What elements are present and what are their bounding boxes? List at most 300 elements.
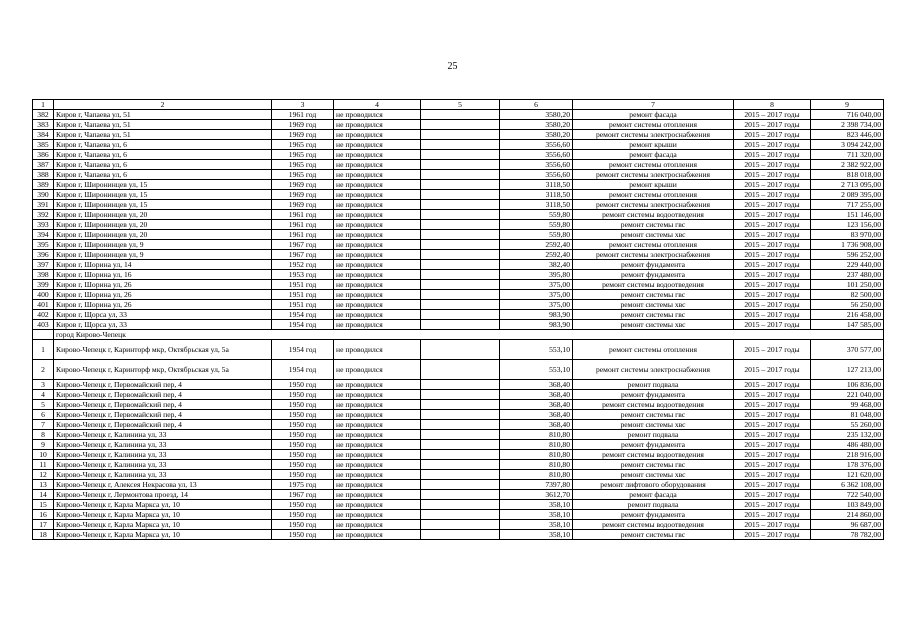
period-cell: 2015 – 2017 годы <box>734 470 811 480</box>
address-cell: Кирово-Чепецк г, Каринторф мкр, Октябрьская ул, 5а <box>54 360 272 380</box>
address-cell: Киров г, Шорина ул, 16 <box>54 270 272 280</box>
area-cell: 375,00 <box>500 290 573 300</box>
table-row <box>33 200 884 210</box>
address-cell: Кирово-Чепецк г, Карла Маркса ул, 10 <box>54 510 272 520</box>
empty-cell <box>421 200 500 210</box>
work-type-cell: ремонт системы хвс <box>573 420 734 430</box>
address-cell: Киров г, Чапаева ул, 51 <box>54 120 272 130</box>
table-row <box>33 110 884 120</box>
year-cell: 1950 год <box>272 410 334 420</box>
row-number: 383 <box>33 120 54 130</box>
status-cell: не проводился <box>334 240 421 250</box>
cost-cell: 2 382 922,00 <box>811 160 884 170</box>
area-cell: 553,10 <box>500 340 573 360</box>
empty-cell <box>421 210 500 220</box>
column-header: 9 <box>811 100 884 110</box>
table-header-row <box>33 100 884 110</box>
cost-cell: 2 089 395,00 <box>811 190 884 200</box>
year-cell: 1975 год <box>272 480 334 490</box>
address-cell: Кирово-Чепецк г, Первомайский пер, 4 <box>54 410 272 420</box>
row-number: 394 <box>33 230 54 240</box>
work-type-cell: ремонт системы водоотведения <box>573 450 734 460</box>
cost-cell: 218 916,00 <box>811 450 884 460</box>
status-cell: не проводился <box>334 380 421 390</box>
row-number: 10 <box>33 450 54 460</box>
empty-cell <box>421 240 500 250</box>
empty-cell <box>421 380 500 390</box>
table-row <box>33 230 884 240</box>
cost-cell: 717 255,00 <box>811 200 884 210</box>
status-cell: не проводился <box>334 320 421 330</box>
year-cell: 1950 год <box>272 450 334 460</box>
period-cell: 2015 – 2017 годы <box>734 160 811 170</box>
work-type-cell: ремонт фундамента <box>573 510 734 520</box>
empty-cell <box>421 180 500 190</box>
status-cell: не проводился <box>334 520 421 530</box>
row-number: 9 <box>33 440 54 450</box>
area-cell: 368,40 <box>500 380 573 390</box>
row-number: 6 <box>33 410 54 420</box>
address-cell: Кирово-Чепецк г, Карла Маркса ул, 10 <box>54 530 272 540</box>
cost-cell: 101 250,00 <box>811 280 884 290</box>
row-number: 389 <box>33 180 54 190</box>
cost-cell: 178 376,00 <box>811 460 884 470</box>
cost-cell: 56 250,00 <box>811 300 884 310</box>
row-number: 387 <box>33 160 54 170</box>
column-header: 4 <box>334 100 421 110</box>
status-cell: не проводился <box>334 170 421 180</box>
work-type-cell: ремонт фундамента <box>573 440 734 450</box>
work-type-cell: ремонт системы электроснабжения <box>573 130 734 140</box>
row-number: 12 <box>33 470 54 480</box>
row-number: 2 <box>33 360 54 380</box>
work-type-cell: ремонт лифтового оборудования <box>573 480 734 490</box>
period-cell: 2015 – 2017 годы <box>734 520 811 530</box>
cost-cell: 96 687,00 <box>811 520 884 530</box>
table-row <box>33 140 884 150</box>
cost-cell: 214 860,00 <box>811 510 884 520</box>
status-cell: не проводился <box>334 500 421 510</box>
area-cell: 358,10 <box>500 530 573 540</box>
work-type-cell: ремонт подвала <box>573 500 734 510</box>
year-cell: 1961 год <box>272 110 334 120</box>
period-cell: 2015 – 2017 годы <box>734 450 811 460</box>
area-cell: 3118,50 <box>500 190 573 200</box>
period-cell: 2015 – 2017 годы <box>734 130 811 140</box>
status-cell: не проводился <box>334 120 421 130</box>
row-number: 8 <box>33 430 54 440</box>
period-cell: 2015 – 2017 годы <box>734 110 811 120</box>
work-type-cell: ремонт системы отопления <box>573 240 734 250</box>
empty-cell <box>421 260 500 270</box>
row-number: 400 <box>33 290 54 300</box>
cost-cell: 2 713 095,00 <box>811 180 884 190</box>
year-cell: 1950 год <box>272 470 334 480</box>
period-cell: 2015 – 2017 годы <box>734 420 811 430</box>
table-row <box>33 500 884 510</box>
cost-cell: 147 585,00 <box>811 320 884 330</box>
table-row <box>33 180 884 190</box>
empty-cell <box>421 500 500 510</box>
area-cell: 3556,60 <box>500 160 573 170</box>
address-cell: Кирово-Чепецк г, Первомайский пер, 4 <box>54 420 272 430</box>
address-cell: Киров г, Широнинцев ул, 9 <box>54 250 272 260</box>
table-row <box>33 310 884 320</box>
work-type-cell: ремонт системы электроснабжения <box>573 360 734 380</box>
work-type-cell: ремонт системы отопления <box>573 120 734 130</box>
area-cell: 810,80 <box>500 470 573 480</box>
year-cell: 1954 год <box>272 360 334 380</box>
empty-cell <box>421 430 500 440</box>
period-cell: 2015 – 2017 годы <box>734 210 811 220</box>
cost-cell: 2 398 734,00 <box>811 120 884 130</box>
row-number: 16 <box>33 510 54 520</box>
address-cell: Киров г, Чапаева ул, 51 <box>54 110 272 120</box>
status-cell: не проводился <box>334 180 421 190</box>
year-cell: 1969 год <box>272 190 334 200</box>
table-row <box>33 380 884 390</box>
empty-cell <box>421 120 500 130</box>
area-cell: 3118,50 <box>500 200 573 210</box>
period-cell: 2015 – 2017 годы <box>734 320 811 330</box>
table-row <box>33 320 884 330</box>
period-cell: 2015 – 2017 годы <box>734 460 811 470</box>
address-cell: Киров г, Шорина ул, 26 <box>54 280 272 290</box>
status-cell: не проводился <box>334 340 421 360</box>
area-cell: 368,40 <box>500 390 573 400</box>
table-row <box>33 460 884 470</box>
empty-cell <box>421 410 500 420</box>
table-row <box>33 210 884 220</box>
empty-cell <box>421 110 500 120</box>
area-cell: 3556,60 <box>500 140 573 150</box>
area-cell: 3580,20 <box>500 110 573 120</box>
address-cell: Киров г, Чапаева ул, 51 <box>54 130 272 140</box>
area-cell: 368,40 <box>500 410 573 420</box>
work-type-cell: ремонт системы водоотведения <box>573 280 734 290</box>
area-cell: 559,80 <box>500 230 573 240</box>
column-header: 3 <box>272 100 334 110</box>
empty-cell <box>421 490 500 500</box>
area-cell: 3580,20 <box>500 130 573 140</box>
area-cell: 559,80 <box>500 220 573 230</box>
area-cell: 3118,50 <box>500 180 573 190</box>
work-type-cell: ремонт подвала <box>573 430 734 440</box>
year-cell: 1965 год <box>272 170 334 180</box>
row-number: 403 <box>33 320 54 330</box>
address-cell: Киров г, Широнинцев ул, 9 <box>54 240 272 250</box>
table-row <box>33 280 884 290</box>
address-cell: Киров г, Чапаева ул, 6 <box>54 160 272 170</box>
work-type-cell: ремонт фасада <box>573 490 734 500</box>
work-type-cell: ремонт фундамента <box>573 390 734 400</box>
year-cell: 1950 год <box>272 520 334 530</box>
period-cell: 2015 – 2017 годы <box>734 510 811 520</box>
empty-cell <box>421 340 500 360</box>
table-row <box>33 520 884 530</box>
status-cell: не проводился <box>334 250 421 260</box>
address-cell: Кирово-Чепецк г, Карла Маркса ул, 10 <box>54 520 272 530</box>
column-header: 7 <box>573 100 734 110</box>
cost-cell: 596 252,00 <box>811 250 884 260</box>
row-number: 397 <box>33 260 54 270</box>
area-cell: 395,80 <box>500 270 573 280</box>
table-row <box>33 160 884 170</box>
status-cell: не проводился <box>334 470 421 480</box>
year-cell: 1961 год <box>272 230 334 240</box>
area-cell: 3580,20 <box>500 120 573 130</box>
empty-cell <box>421 290 500 300</box>
cost-cell: 121 620,00 <box>811 470 884 480</box>
column-header: 2 <box>54 100 272 110</box>
table-row <box>33 420 884 430</box>
work-type-cell: ремонт системы гвс <box>573 410 734 420</box>
area-cell: 3612,70 <box>500 490 573 500</box>
cost-cell: 81 048,00 <box>811 410 884 420</box>
period-cell: 2015 – 2017 годы <box>734 390 811 400</box>
work-type-cell: ремонт фасада <box>573 110 734 120</box>
row-number: 11 <box>33 460 54 470</box>
cost-cell: 3 094 242,00 <box>811 140 884 150</box>
year-cell: 1950 год <box>272 530 334 540</box>
period-cell: 2015 – 2017 годы <box>734 150 811 160</box>
address-cell: Кирово-Чепецк г, Каринторф мкр, Октябрьская ул, 5а <box>54 340 272 360</box>
table-row <box>33 130 884 140</box>
empty-cell <box>421 360 500 380</box>
work-type-cell: ремонт системы отопления <box>573 340 734 360</box>
cost-cell: 221 040,00 <box>811 390 884 400</box>
empty-cell <box>421 170 500 180</box>
area-cell: 2592,40 <box>500 250 573 260</box>
empty-cell <box>421 460 500 470</box>
work-type-cell: ремонт системы отопления <box>573 160 734 170</box>
row-number: 398 <box>33 270 54 280</box>
work-type-cell: ремонт системы хвс <box>573 300 734 310</box>
address-cell: Киров г, Широнинцев ул, 15 <box>54 200 272 210</box>
row-number: 386 <box>33 150 54 160</box>
period-cell: 2015 – 2017 годы <box>734 430 811 440</box>
empty-cell <box>421 140 500 150</box>
area-cell: 559,80 <box>500 210 573 220</box>
year-cell: 1950 год <box>272 420 334 430</box>
year-cell: 1952 год <box>272 260 334 270</box>
empty-cell <box>421 480 500 490</box>
work-type-cell: ремонт системы отопления <box>573 190 734 200</box>
address-cell: Кирово-Чепецк г, Калинина ул, 33 <box>54 450 272 460</box>
address-cell: Киров г, Щорса ул, 33 <box>54 320 272 330</box>
year-cell: 1950 год <box>272 460 334 470</box>
period-cell: 2015 – 2017 годы <box>734 120 811 130</box>
address-cell: Кирово-Чепецк г, Калинина ул, 33 <box>54 430 272 440</box>
area-cell: 375,00 <box>500 300 573 310</box>
address-cell: Киров г, Широнинцев ул, 20 <box>54 210 272 220</box>
address-cell: Киров г, Шорина ул, 26 <box>54 290 272 300</box>
year-cell: 1965 год <box>272 140 334 150</box>
cost-cell: 151 146,00 <box>811 210 884 220</box>
period-cell: 2015 – 2017 годы <box>734 270 811 280</box>
status-cell: не проводился <box>334 110 421 120</box>
work-type-cell: ремонт системы хвс <box>573 230 734 240</box>
address-cell: Кирово-Чепецк г, Калинина ул, 33 <box>54 440 272 450</box>
period-cell: 2015 – 2017 годы <box>734 360 811 380</box>
empty-cell <box>421 310 500 320</box>
row-number: 17 <box>33 520 54 530</box>
work-type-cell: ремонт системы гвс <box>573 220 734 230</box>
work-type-cell: ремонт фундамента <box>573 260 734 270</box>
period-cell: 2015 – 2017 годы <box>734 300 811 310</box>
work-type-cell: ремонт подвала <box>573 380 734 390</box>
status-cell: не проводился <box>334 440 421 450</box>
status-cell: не проводился <box>334 390 421 400</box>
status-cell: не проводился <box>334 410 421 420</box>
address-cell: Кирово-Чепецк г, Калинина ул, 33 <box>54 470 272 480</box>
work-type-cell: ремонт системы электроснабжения <box>573 200 734 210</box>
year-cell: 1967 год <box>272 240 334 250</box>
empty-cell <box>421 130 500 140</box>
year-cell: 1950 год <box>272 500 334 510</box>
status-cell: не проводился <box>334 450 421 460</box>
year-cell: 1951 год <box>272 290 334 300</box>
table-row <box>33 360 884 380</box>
area-cell: 3556,60 <box>500 150 573 160</box>
address-cell: Кирово-Чепецк г, Первомайский пер, 4 <box>54 380 272 390</box>
period-cell: 2015 – 2017 годы <box>734 140 811 150</box>
empty-cell <box>421 510 500 520</box>
year-cell: 1965 год <box>272 150 334 160</box>
status-cell: не проводился <box>334 220 421 230</box>
cost-cell: 78 782,00 <box>811 530 884 540</box>
year-cell: 1965 год <box>272 160 334 170</box>
period-cell: 2015 – 2017 годы <box>734 170 811 180</box>
status-cell: не проводился <box>334 270 421 280</box>
work-type-cell: ремонт фасада <box>573 150 734 160</box>
period-cell: 2015 – 2017 годы <box>734 260 811 270</box>
cost-cell: 123 156,00 <box>811 220 884 230</box>
area-cell: 983,90 <box>500 310 573 320</box>
row-number: 15 <box>33 500 54 510</box>
year-cell: 1951 год <box>272 300 334 310</box>
row-number: 3 <box>33 380 54 390</box>
table-row <box>33 340 884 360</box>
row-number: 396 <box>33 250 54 260</box>
empty-cell <box>421 420 500 430</box>
empty-cell <box>421 250 500 260</box>
status-cell: не проводился <box>334 140 421 150</box>
table-row <box>33 120 884 130</box>
table-row <box>33 170 884 180</box>
cost-cell: 103 849,00 <box>811 500 884 510</box>
status-cell: не проводился <box>334 400 421 410</box>
status-cell: не проводился <box>334 280 421 290</box>
year-cell: 1969 год <box>272 180 334 190</box>
table-row <box>33 480 884 490</box>
period-cell: 2015 – 2017 годы <box>734 340 811 360</box>
work-type-cell: ремонт крыши <box>573 180 734 190</box>
cost-cell: 711 320,00 <box>811 150 884 160</box>
status-cell: не проводился <box>334 300 421 310</box>
address-cell: Кирово-Чепецк г, Первомайский пер, 4 <box>54 390 272 400</box>
row-number: 395 <box>33 240 54 250</box>
table-row <box>33 530 884 540</box>
address-cell: Кирово-Чепецк г, Калинина ул, 33 <box>54 460 272 470</box>
row-number: 393 <box>33 220 54 230</box>
year-cell: 1950 год <box>272 400 334 410</box>
year-cell: 1961 год <box>272 210 334 220</box>
status-cell: не проводился <box>334 130 421 140</box>
cost-cell: 237 480,00 <box>811 270 884 280</box>
area-cell: 810,80 <box>500 450 573 460</box>
work-type-cell: ремонт системы водоотведения <box>573 400 734 410</box>
status-cell: не проводился <box>334 210 421 220</box>
row-number: 4 <box>33 390 54 400</box>
table-row <box>33 240 884 250</box>
empty-cell <box>421 220 500 230</box>
cost-cell: 823 446,00 <box>811 130 884 140</box>
year-cell: 1969 год <box>272 200 334 210</box>
status-cell: не проводился <box>334 230 421 240</box>
address-cell: Киров г, Широнинцев ул, 15 <box>54 180 272 190</box>
table-row <box>33 220 884 230</box>
status-cell: не проводился <box>334 150 421 160</box>
row-number: 401 <box>33 300 54 310</box>
area-cell: 3556,60 <box>500 170 573 180</box>
empty-cell <box>421 150 500 160</box>
row-number: 385 <box>33 140 54 150</box>
year-cell: 1969 год <box>272 130 334 140</box>
empty-cell <box>421 400 500 410</box>
period-cell: 2015 – 2017 годы <box>734 220 811 230</box>
address-cell: Киров г, Чапаева ул, 6 <box>54 140 272 150</box>
area-cell: 382,40 <box>500 260 573 270</box>
cost-cell: 83 970,00 <box>811 230 884 240</box>
work-type-cell: ремонт системы водоотведения <box>573 520 734 530</box>
row-number: 388 <box>33 170 54 180</box>
year-cell: 1950 год <box>272 510 334 520</box>
cost-cell: 722 540,00 <box>811 490 884 500</box>
empty-cell <box>421 390 500 400</box>
table-row <box>33 410 884 420</box>
empty-cell <box>421 440 500 450</box>
year-cell: 1950 год <box>272 380 334 390</box>
cost-cell: 818 018,00 <box>811 170 884 180</box>
empty-cell <box>421 270 500 280</box>
cost-cell: 6 362 108,00 <box>811 480 884 490</box>
address-cell: Кирово-Чепецк г, Первомайский пер, 4 <box>54 400 272 410</box>
period-cell: 2015 – 2017 годы <box>734 250 811 260</box>
area-cell: 810,80 <box>500 460 573 470</box>
work-type-cell: ремонт системы электроснабжения <box>573 250 734 260</box>
area-cell: 810,80 <box>500 440 573 450</box>
year-cell: 1954 год <box>272 310 334 320</box>
address-cell: Киров г, Шорина ул, 26 <box>54 300 272 310</box>
work-type-cell: ремонт системы хвс <box>573 470 734 480</box>
cost-cell: 55 260,00 <box>811 420 884 430</box>
section-row <box>33 330 884 340</box>
period-cell: 2015 – 2017 годы <box>734 490 811 500</box>
table-row <box>33 300 884 310</box>
year-cell: 1967 год <box>272 490 334 500</box>
cost-cell: 216 458,00 <box>811 310 884 320</box>
cost-cell: 106 836,00 <box>811 380 884 390</box>
row-number: 13 <box>33 480 54 490</box>
area-cell: 983,90 <box>500 320 573 330</box>
work-type-cell: ремонт системы хвс <box>573 320 734 330</box>
empty-cell <box>421 160 500 170</box>
address-cell: Киров г, Широнинцев ул, 15 <box>54 190 272 200</box>
section-title: город Кирово-Чепецк <box>54 330 884 340</box>
year-cell: 1950 год <box>272 440 334 450</box>
period-cell: 2015 – 2017 годы <box>734 190 811 200</box>
